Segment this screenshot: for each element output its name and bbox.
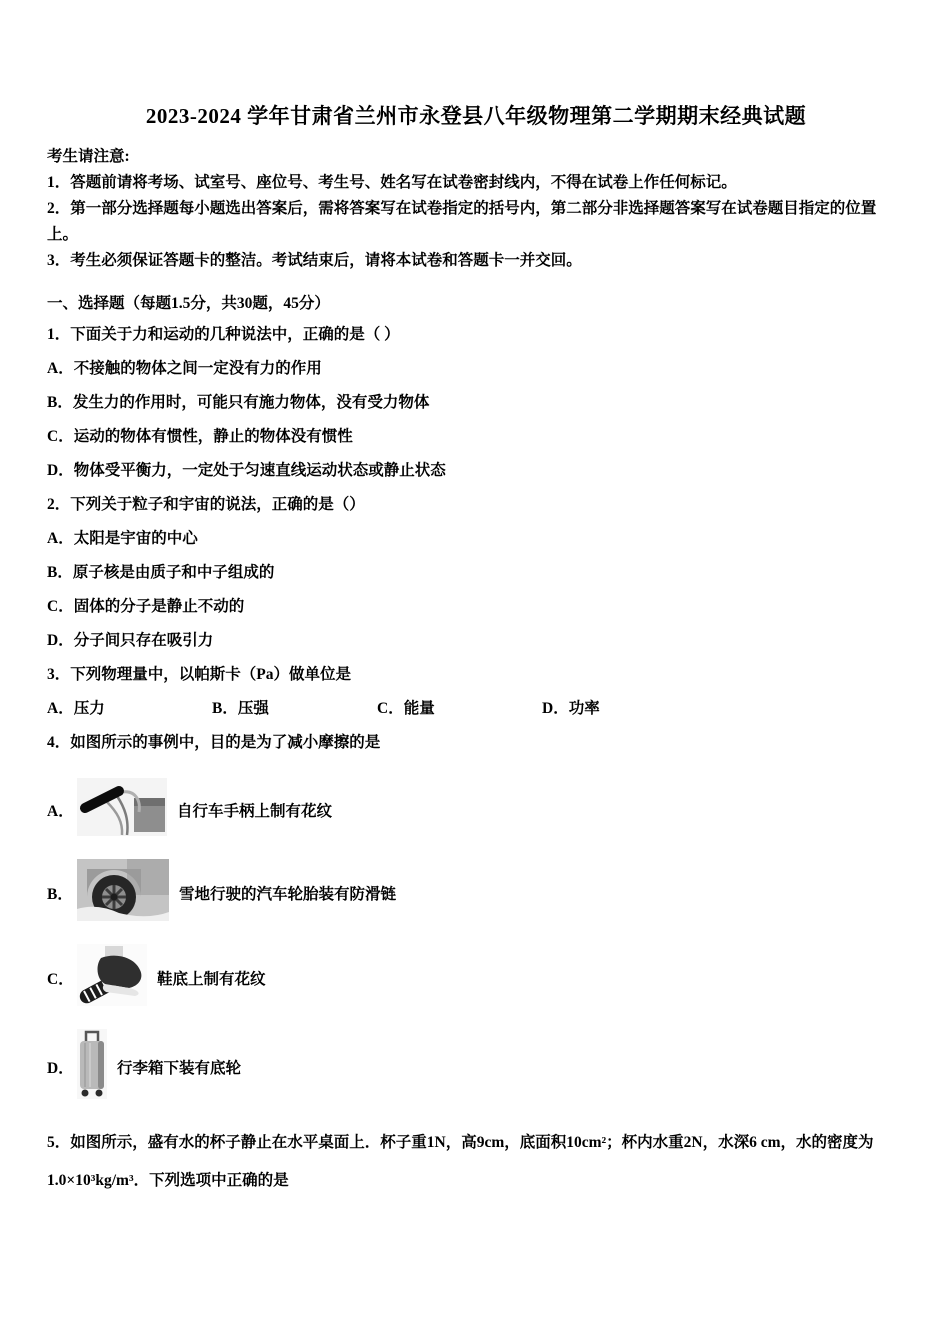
question-4-option-a — [47, 778, 905, 841]
question-1-stem: 1．下面关于力和运动的几种说法中，正确的是（ ） — [47, 326, 400, 343]
suitcase-wheels-icon — [77, 1029, 107, 1104]
question-3-option-c: C．能量 — [377, 700, 435, 717]
notice-item-2: 2．第一部分选择题每小题选出答案后，需将答案写在试卷指定的括号内，第二部分非选择题答案写在试卷题目指定的位置上。 — [47, 200, 877, 243]
question-4-option-d — [47, 1029, 905, 1104]
question-4-option-c — [47, 944, 905, 1011]
shoe-sole-tread-icon — [77, 944, 147, 1011]
question-3-option-b: B．压强 — [212, 700, 269, 717]
car-wheel-snow-chain-icon — [77, 859, 169, 926]
page-title: 2023-2024 学年甘肃省兰州市永登县八年级物理第二学期期末经典试题 — [145, 104, 807, 128]
question-4-option-c-caption: 鞋底上制有花纹 — [157, 970, 266, 988]
question-4-option-b-label: B． — [47, 885, 73, 903]
bicycle-handlebar-icon — [77, 778, 167, 841]
question-4-option-c-label: C． — [47, 970, 74, 988]
question-5-stem: 5．如图所示，盛有水的杯子静止在水平桌面上．杯子重1N，高9cm，底面积10cm²；杯内水重2N，水深6 cm，水的密度为1.0×10³kg/m³．下列选项中正确的是 — [47, 1134, 874, 1189]
question-4-option-d-caption: 行李箱下装有底轮 — [117, 1059, 242, 1077]
question-2-option-c: C．固体的分子是静止不动的 — [47, 598, 245, 615]
question-4-option-d-label: D． — [47, 1059, 74, 1077]
question-2-stem: 2．下列关于粒子和宇宙的说法，正确的是（） — [47, 496, 365, 513]
section-heading: 一、选择题（每题1.5分，共30题，45分） — [47, 295, 330, 312]
question-1-option-d: D．物体受平衡力，一定处于匀速直线运动状态或静止状态 — [47, 462, 446, 479]
question-2-option-d: D．分子间只存在吸引力 — [47, 632, 214, 649]
question-1-option-b: B．发生力的作用时，可能只有施力物体，没有受力物体 — [47, 394, 430, 411]
question-4-option-a-caption: 自行车手柄上制有花纹 — [177, 802, 333, 820]
question-2-option-a: A．太阳是宇宙的中心 — [47, 530, 198, 547]
notice-item-3: 3．考生必须保证答题卡的整洁。考试结束后，请将本试卷和答题卡一并交回。 — [47, 252, 582, 269]
question-3-option-a: A．压力 — [47, 700, 105, 717]
question-1-option-a: A．不接触的物体之间一定没有力的作用 — [47, 360, 322, 377]
question-4-option-b-caption: 雪地行驶的汽车轮胎装有防滑链 — [179, 885, 397, 903]
question-3-option-d: D．功率 — [542, 700, 600, 717]
notice-heading: 考生请注意: — [47, 148, 130, 165]
question-2-option-b: B．原子核是由质子和中子组成的 — [47, 564, 275, 581]
question-1-option-c: C．运动的物体有惯性，静止的物体没有惯性 — [47, 428, 353, 445]
question-4-stem: 4．如图所示的事例中，目的是为了减小摩擦的是 — [47, 734, 381, 751]
question-4-option-b — [47, 859, 905, 926]
question-3-options-row — [47, 692, 905, 726]
notice-item-1: 1．答题前请将考场、试室号、座位号、考生号、姓名写在试卷密封线内，不得在试卷上作任何标记。 — [47, 174, 737, 191]
question-3-stem: 3．下列物理量中，以帕斯卡（Pa）做单位是 — [47, 666, 351, 683]
question-4-option-a-label: A． — [47, 802, 74, 820]
